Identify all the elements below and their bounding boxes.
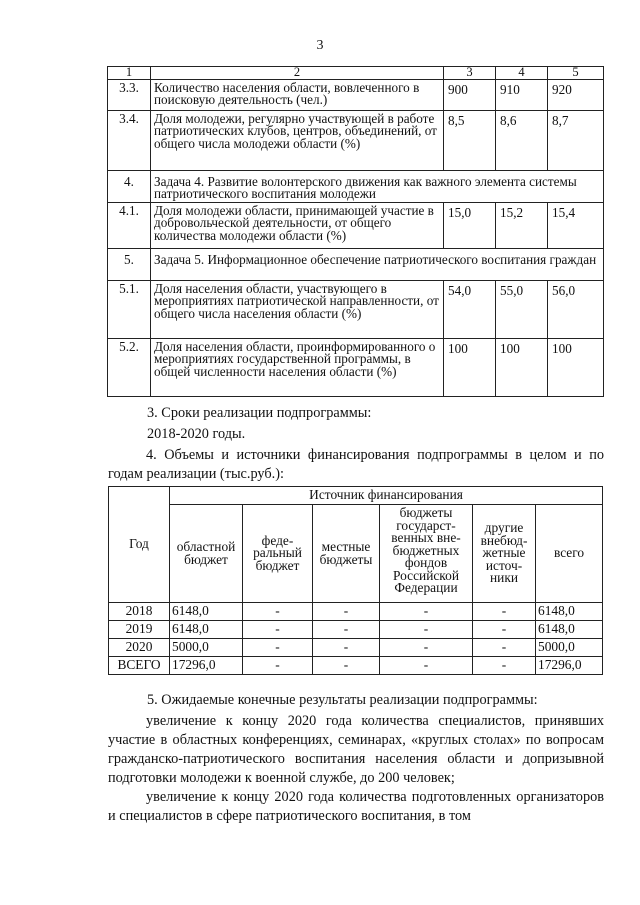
table-header-row (108, 67, 604, 80)
indicator-name: Количество населения области, вовлеченного в поисковую деятельность (чел.) (151, 80, 444, 111)
regional-cell: 17296,0 (170, 657, 243, 675)
federal-cell: - (243, 603, 313, 621)
regional-cell: 5000,0 (170, 639, 243, 657)
section-3-title: 3. Сроки реализации подпрограммы: (147, 405, 372, 421)
page-number: 3 (316, 38, 324, 53)
row-number: 5.1. (108, 281, 151, 339)
state-funds-cell: - (380, 603, 473, 621)
federal-cell: - (243, 639, 313, 657)
regional-cell: 6148,0 (170, 621, 243, 639)
column-number-3: 3 (444, 67, 496, 80)
value-2018: 15,0 (444, 203, 496, 249)
indicator-name: Доля населения области, проинформированного о мероприятиях государственной программы, в общей численности населения области (%) (151, 339, 444, 397)
total-cell: 6148,0 (536, 621, 603, 639)
table-row (108, 281, 604, 339)
local-cell: - (313, 603, 380, 621)
task-row (108, 249, 604, 281)
other-cell: - (473, 657, 536, 675)
column-number-5: 5 (548, 67, 604, 80)
column-regional-budget: областной бюджет (170, 505, 243, 603)
table-row (108, 339, 604, 397)
table-row (108, 111, 604, 171)
indicator-name: Доля молодежи области, принимающей участие в добровольческой деятельности, от общего количества молодежи области (%) (151, 203, 444, 249)
section-5-paragraph-1: увеличение к концу 2020 года количества специалистов, принявших участие в областных конференциях, семинарах, «круглых столах» по вопросам гражданско-патриотического воспитания населения области и допризывной подготовки молодежи к военной службе, до 200 человек; (108, 713, 604, 786)
value-2018: 900 (444, 80, 496, 111)
column-number-1: 1 (108, 67, 151, 80)
row-number: 3.3. (108, 80, 151, 111)
section-5-title: 5. Ожидаемые конечные результаты реализации подпрограммы: (147, 692, 538, 708)
column-other-sources: другие внебюд-жетные источ-ники (473, 505, 536, 603)
column-federal-budget: феде-ральный бюджет (243, 505, 313, 603)
year-cell: 2020 (109, 639, 170, 657)
year-cell: ВСЕГО (109, 657, 170, 675)
task-title: Задача 5. Информационное обеспечение патриотического воспитания граждан (151, 249, 604, 281)
other-cell: - (473, 639, 536, 657)
local-cell: - (313, 621, 380, 639)
table-row (108, 203, 604, 249)
federal-cell: - (243, 621, 313, 639)
regional-cell: 6148,0 (170, 603, 243, 621)
value-2019: 910 (496, 80, 548, 111)
indicator-name: Доля населения области, участвующего в мероприятиях патриотической направленности, от общего числа населения области (%) (151, 281, 444, 339)
value-2020: 15,4 (548, 203, 604, 249)
row-number: 5.2. (108, 339, 151, 397)
column-number-2: 2 (151, 67, 444, 80)
value-2019: 55,0 (496, 281, 548, 339)
section-3-years: 2018-2020 годы. (147, 426, 246, 442)
value-2018: 54,0 (444, 281, 496, 339)
table-row (109, 621, 603, 639)
row-number: 4.1. (108, 203, 151, 249)
year-header: Год (109, 487, 170, 603)
finance-source-header-row (109, 487, 603, 505)
row-number: 5. (108, 249, 151, 281)
column-number-4: 4 (496, 67, 548, 80)
finance-column-header-row (109, 505, 603, 603)
table-row (109, 603, 603, 621)
value-2020: 100 (548, 339, 604, 397)
column-local-budgets: местные бюджеты (313, 505, 380, 603)
other-cell: - (473, 621, 536, 639)
value-2019: 15,2 (496, 203, 548, 249)
table-row (109, 639, 603, 657)
value-2019: 8,6 (496, 111, 548, 171)
indicator-name: Доля молодежи, регулярно участвующей в работе патриотических клубов, центров, объединений, от общего числа молодежи области (%) (151, 111, 444, 171)
local-cell: - (313, 639, 380, 657)
task-title: Задача 4. Развитие волонтерского движения как важного элемента системы патриотического воспитания молодежи (151, 171, 604, 203)
year-cell: 2019 (109, 621, 170, 639)
value-2018: 100 (444, 339, 496, 397)
other-cell: - (473, 603, 536, 621)
table-row (108, 80, 604, 111)
state-funds-cell: - (380, 621, 473, 639)
section-5-paragraph-2: увеличение к концу 2020 года количества подготовленных организаторов и специалистов в сфере патриотического воспитания, в том (108, 789, 604, 824)
state-funds-cell: - (380, 657, 473, 675)
section-4-title: 4. Объемы и источники финансирования подпрограммы в целом и по годам реализации (тыс.руб.): (108, 447, 604, 482)
total-cell: 5000,0 (536, 639, 603, 657)
federal-cell: - (243, 657, 313, 675)
total-cell: 6148,0 (536, 603, 603, 621)
column-total: всего (536, 505, 603, 603)
finance-table (108, 486, 603, 675)
row-number: 3.4. (108, 111, 151, 171)
indicators-table (107, 66, 604, 397)
row-number: 4. (108, 171, 151, 203)
source-header: Источник финансирования (170, 487, 603, 505)
value-2019: 100 (496, 339, 548, 397)
table-row (109, 657, 603, 675)
total-cell: 17296,0 (536, 657, 603, 675)
value-2018: 8,5 (444, 111, 496, 171)
local-cell: - (313, 657, 380, 675)
value-2020: 8,7 (548, 111, 604, 171)
column-state-funds: бюджеты государст-венных вне-бюджетных фондов Российской Федерации (380, 505, 473, 603)
value-2020: 920 (548, 80, 604, 111)
year-cell: 2018 (109, 603, 170, 621)
task-row (108, 171, 604, 203)
value-2020: 56,0 (548, 281, 604, 339)
state-funds-cell: - (380, 639, 473, 657)
